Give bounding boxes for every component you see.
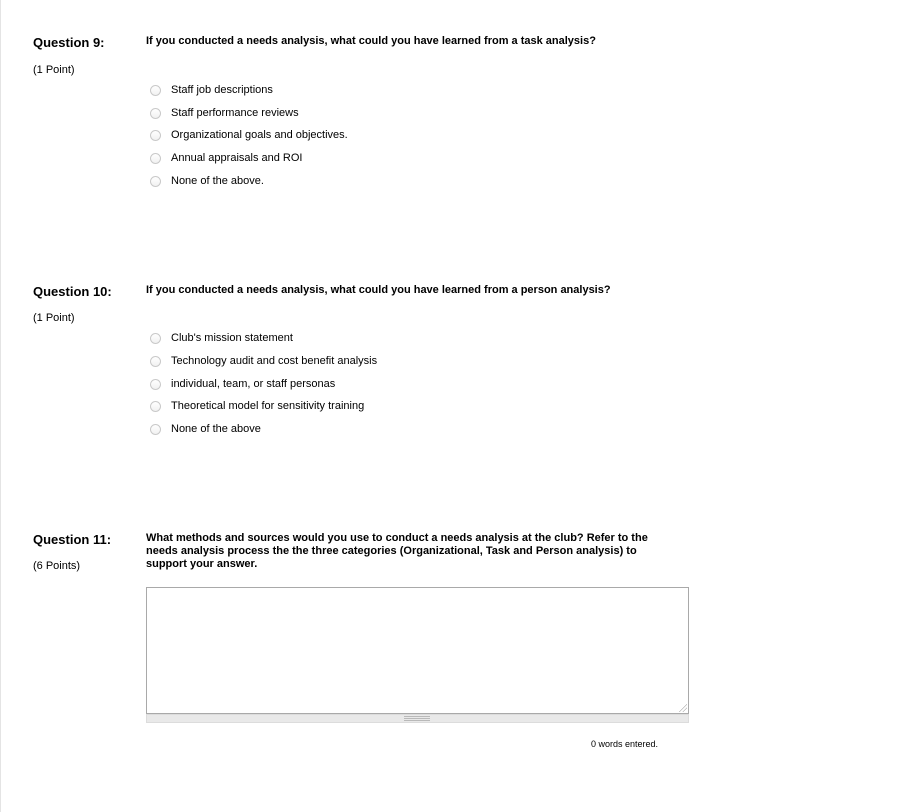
radio-button[interactable] [150,401,161,412]
question-prompt [146,532,648,571]
answer-option[interactable] [150,330,293,346]
answer-option[interactable] [150,82,273,98]
left-divider [0,0,1,812]
option-label: individual, team, or staff personas [171,378,336,390]
prompt-line: support your answer. [146,558,258,570]
answer-option[interactable] [150,127,348,143]
question-prompt: If you conducted a needs analysis, what could you have learned from a person analysis? [146,284,611,296]
option-label: Staff job descriptions [171,84,273,96]
option-label: Club's mission statement [171,332,293,344]
prompt-line: needs analysis process the the three categories (Organizational, Task and Person analysis) to [146,545,637,557]
word-count: 0 words entered. [591,739,659,749]
resize-grip-icon[interactable] [404,716,430,721]
radio-button[interactable] [150,333,161,344]
option-label: Organizational goals and objectives. [171,129,348,141]
answer-option[interactable] [150,421,261,437]
radio-button[interactable] [150,85,161,96]
option-label: None of the above. [171,175,264,187]
answer-option[interactable] [150,105,299,121]
radio-button[interactable] [150,379,161,390]
prompt-line: What methods and sources would you use to conduct a needs analysis at the club? Refer to the [146,532,648,544]
question-title: Question 11: [33,532,112,547]
answer-option[interactable] [150,173,264,189]
question-title: Question 10: [33,284,112,299]
question-points: (1 Point) [33,312,75,324]
resize-corner-icon[interactable] [679,704,687,712]
radio-button[interactable] [150,356,161,367]
radio-button[interactable] [150,424,161,435]
essay-answer-textarea[interactable] [146,587,689,714]
answer-option[interactable] [150,150,302,166]
question-points: (1 Point) [33,64,75,76]
radio-button[interactable] [150,153,161,164]
option-label: Staff performance reviews [171,107,299,119]
answer-option[interactable] [150,376,335,392]
radio-button[interactable] [150,176,161,187]
radio-button[interactable] [150,108,161,119]
option-label: Theoretical model for sensitivity training [171,400,365,412]
answer-option[interactable] [150,398,364,414]
answer-option[interactable] [150,353,377,369]
radio-button[interactable] [150,130,161,141]
question-prompt: If you conducted a needs analysis, what could you have learned from a task analysis? [146,35,596,47]
option-label: None of the above [171,423,261,435]
option-label: Technology audit and cost benefit analysis [171,355,378,367]
question-points: (6 Points) [33,560,81,572]
question-title: Question 9: [33,35,105,50]
option-label: Annual appraisals and ROI [171,152,303,164]
